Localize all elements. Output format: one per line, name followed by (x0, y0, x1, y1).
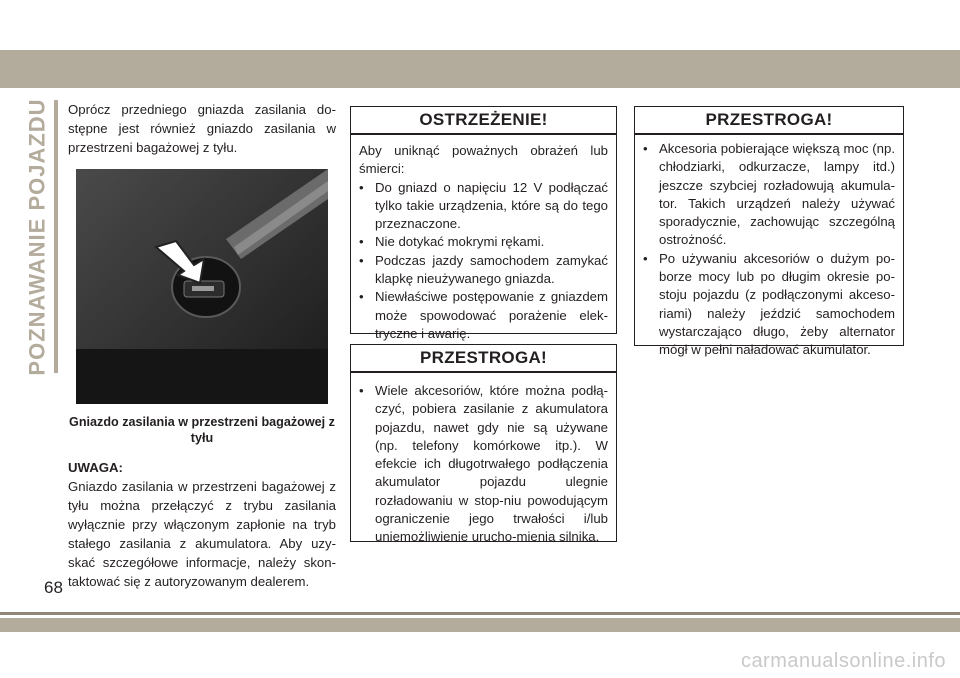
list-item: • Wiele akcesoriów, które można podłą-czyć, pobiera zasilanie z akumulatora pojazdu, nawet gdy nie są używane (np. telefony komórkowe itp.). W efekcie ich długotrwałego podłączenia akumulator pojazdu ulegnie rozładowaniu w stop-niu powodującym ograniczenie jego trwałości i/lub uniemożliwienie urucho-mienia silnika. (359, 382, 608, 547)
photo-caption: Gniazdo zasilania w przestrzeni bagażowej z tyłu (69, 415, 335, 445)
list-item: • Niewłaściwe postępowanie z gniazdem może spowodować porażenie elek-tryczne i awarię. (359, 288, 608, 343)
warning-title: OSTRZEŻENIE! (351, 107, 616, 135)
note-paragraph: Gniazdo zasilania w przestrzeni bagażowej z tyłu można przełączyć z trybu zasilania wyłącznie przy włączonym zapłonie na tryb stałego zasilania z akumulatora. Aby uzy-skać szczegółowe informacje, należy skon-taktować się z autoryzowanym dealerem. (68, 479, 336, 589)
left-column (68, 100, 336, 591)
footer-line (0, 612, 960, 615)
watermark: carmanualsonline.info (740, 650, 946, 672)
warning-lead: Aby uniknąć poważnych obrażeń lub śmierci: (359, 143, 608, 177)
header-band (0, 50, 960, 88)
caution-list-2 (643, 140, 895, 360)
warning-box (350, 106, 617, 341)
caution-box-1 (350, 344, 617, 545)
caution-list-1 (359, 382, 608, 547)
intro-paragraph: Oprócz przedniego gniazda zasilania do-stępne jest również gniazdo zasilania w przestrzeni bagażowej z tyłu. (68, 102, 336, 155)
side-accent-line (54, 100, 58, 373)
power-outlet-illustration (76, 169, 328, 404)
power-outlet-photo (76, 169, 328, 404)
list-item: • Do gniazd o napięciu 12 V podłączać tylko takie urządzenia, które są do tego przeznaczone. (359, 179, 608, 234)
note-label: UWAGA: (68, 460, 123, 475)
warning-list (359, 179, 608, 344)
list-item: • Podczas jazdy samochodem zamykać klapkę nieużywanego gniazda. (359, 252, 608, 289)
section-title: POZNAWANIE POJAZDU (25, 97, 51, 376)
list-item: • Po używaniu akcesoriów o dużym po-borze mocy lub po długim okresie po-stoju pojazdu (z podłączonymi akceso-riami) należy jeździć samochodem wystarczająco długo, żeby alternator mógł w pełni naładować akumulator. (643, 250, 895, 360)
footer-band (0, 618, 960, 632)
caution-title-2: PRZESTROGA! (635, 107, 903, 135)
page-number: 68 (44, 578, 63, 597)
caution-box-2 (634, 106, 904, 358)
section-side-tab (22, 97, 54, 376)
caution-title-1: PRZESTROGA! (351, 345, 616, 373)
list-item: • Akcesoria pobierające większą moc (np. chłodziarki, odkurzacze, lampy itd.) jeszcze szybciej rozładowują akumula-tor. Takich urządzeń należy używać sporadycznie, zachowując szczególną ostrożność. (643, 140, 895, 250)
list-item: • Nie dotykać mokrymi rękami. (359, 233, 608, 251)
